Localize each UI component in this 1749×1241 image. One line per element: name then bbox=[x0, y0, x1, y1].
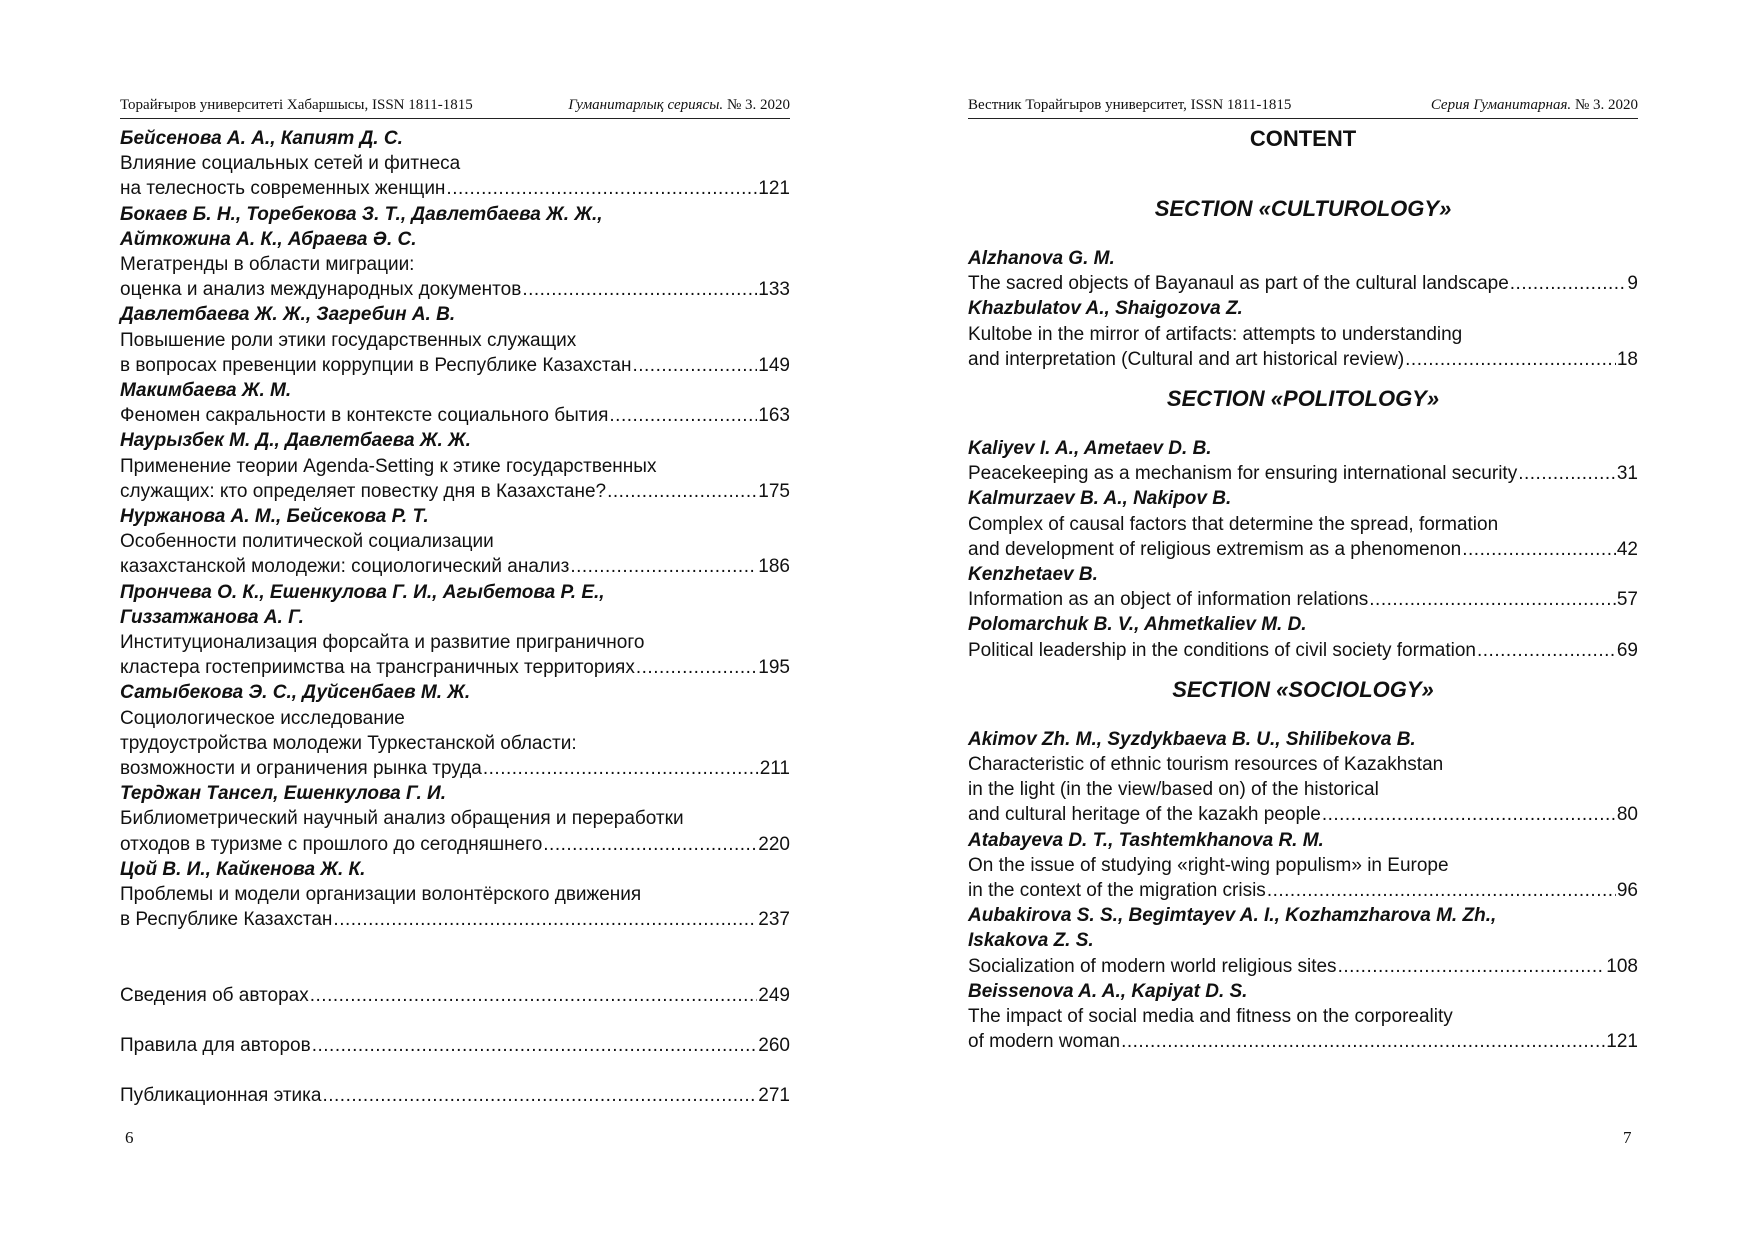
dot-leader bbox=[322, 1083, 757, 1108]
entry-authors: Айткожина А. К., Абраева Ә. С. bbox=[120, 228, 417, 250]
toc-entry[interactable] bbox=[120, 857, 790, 933]
entry-title-line bbox=[968, 1029, 1638, 1054]
toc-entry[interactable] bbox=[968, 562, 1638, 612]
spacer bbox=[968, 372, 1638, 386]
entry-page-number: 186 bbox=[758, 556, 790, 578]
entry-title-line bbox=[968, 461, 1638, 486]
entry-page-number: 220 bbox=[758, 833, 790, 855]
entry-title-line bbox=[120, 277, 790, 302]
entry-authors: Цой В. И., Кайкенова Ж. К. bbox=[120, 858, 366, 880]
entry-title-text: в вопросах превенции коррупции в Республике Казахстан bbox=[120, 354, 632, 376]
entry-title-line bbox=[968, 347, 1638, 372]
issue-number: № 3. 2020 bbox=[726, 97, 790, 113]
entry-authors: Polomarchuk B. V., Ahmetkaliev M. D. bbox=[968, 614, 1307, 636]
entry-authors: Терджан Тансел, Ешенкулова Г. И. bbox=[120, 783, 446, 805]
toc-entry[interactable] bbox=[120, 580, 790, 681]
entry-title-text: Peacekeeping as a mechanism for ensuring international security bbox=[968, 463, 1518, 485]
entry-title-line bbox=[120, 832, 790, 857]
entry-page-number: 211 bbox=[759, 758, 790, 780]
dot-leader bbox=[312, 1033, 758, 1058]
dot-leader bbox=[1510, 271, 1627, 296]
entry-page-number: 69 bbox=[1616, 639, 1638, 661]
journal-name: Торайғыров университеті Хабаршысы, ISSN 1811-1815 bbox=[120, 97, 473, 113]
dot-leader bbox=[1121, 1029, 1605, 1054]
entry-title-text: The sacred objects of Bayanaul as part of the cultural landscape bbox=[968, 273, 1509, 295]
entry-title-line: Социологическое исследование bbox=[120, 707, 405, 729]
entry-title-line bbox=[120, 907, 790, 932]
dot-leader bbox=[632, 353, 757, 378]
entry-title-line: On the issue of studying «right-wing populism» in Europe bbox=[968, 854, 1449, 876]
entry-page-number: 237 bbox=[758, 909, 790, 931]
entry-title-line: The impact of social media and fitness on the corporeality bbox=[968, 1006, 1453, 1028]
back-matter-title: Сведения об авторах bbox=[120, 984, 309, 1006]
entry-title-line bbox=[120, 403, 790, 428]
entry-title-line bbox=[968, 537, 1638, 562]
entry-title-line: Применение теории Agenda-Setting к этике государственных bbox=[120, 455, 657, 477]
dot-leader bbox=[543, 832, 757, 857]
dot-leader bbox=[607, 479, 757, 504]
entry-title-text: and development of religious extremism as a phenomenon bbox=[968, 538, 1462, 560]
entry-title-line: Мегатренды в области миграции: bbox=[120, 254, 415, 276]
entry-title-line: трудоустройства молодежи Туркестанской области: bbox=[120, 732, 577, 754]
entry-title-line bbox=[968, 638, 1638, 663]
entry-page-number: 163 bbox=[758, 405, 790, 427]
left-running-head bbox=[120, 93, 790, 119]
series-info bbox=[568, 97, 790, 114]
section-heading: SECTION «SOCIOLOGY» bbox=[1172, 676, 1434, 702]
dot-leader bbox=[1267, 878, 1616, 903]
toc-entry[interactable] bbox=[120, 428, 790, 504]
left-toc bbox=[120, 126, 790, 1133]
left-page bbox=[120, 0, 790, 1241]
entry-authors: Бокаев Б. Н., Торебекова З. Т., Давлетбаева Ж. Ж., bbox=[120, 203, 603, 225]
entry-authors: Beissenova A. A., Kapiyat D. S. bbox=[968, 980, 1248, 1002]
entry-title-line: Особенности политической социализации bbox=[120, 531, 494, 553]
spacer bbox=[968, 663, 1638, 677]
entry-title-text: Socialization of modern world religious sites bbox=[968, 955, 1337, 977]
entry-authors: Прончева О. К., Ешенкулова Г. И., Агыбетова Р. Е., bbox=[120, 581, 605, 603]
entry-page-number: 96 bbox=[1616, 880, 1638, 902]
entry-title-text: Political leadership in the conditions of civil society formation bbox=[968, 639, 1476, 661]
entry-title-line bbox=[968, 271, 1638, 296]
dot-leader bbox=[1462, 537, 1616, 562]
entry-title-text: казахстанской молодежи: социологический анализ bbox=[120, 556, 570, 578]
entry-authors: Наурызбек М. Д., Давлетбаева Ж. Ж. bbox=[120, 430, 471, 452]
page-number-left: 6 bbox=[125, 1128, 134, 1147]
section-heading: SECTION «POLITOLOGY» bbox=[1166, 386, 1440, 412]
entry-page-number: 149 bbox=[758, 354, 790, 376]
issue-number: № 3. 2020 bbox=[1574, 97, 1638, 113]
dot-leader bbox=[1322, 802, 1616, 827]
series-info bbox=[1431, 97, 1638, 114]
right-toc bbox=[968, 126, 1638, 1054]
entry-title-text: кластера гостеприимства на трансграничных территориях bbox=[120, 657, 635, 679]
toc-entry[interactable] bbox=[120, 126, 790, 202]
entry-title-text: в Республике Казахстан bbox=[120, 909, 333, 931]
entry-page-number: 57 bbox=[1616, 589, 1638, 611]
back-matter-page: 249 bbox=[758, 984, 790, 1006]
entry-authors: Давлетбаева Ж. Ж., Загребин А. В. bbox=[120, 304, 456, 326]
back-matter-title: Публикационная этика bbox=[120, 1084, 322, 1106]
entry-title-line bbox=[968, 587, 1638, 612]
entry-title-text: оценка и анализ международных документов bbox=[120, 279, 522, 301]
entry-authors: Atabayeva D. T., Tashtemkhanova R. M. bbox=[968, 829, 1324, 851]
entry-page-number: 42 bbox=[1616, 538, 1638, 560]
entry-authors: Iskakova Z. S. bbox=[968, 930, 1094, 952]
back-matter-item[interactable] bbox=[120, 1033, 790, 1058]
dot-leader bbox=[1477, 638, 1616, 663]
entry-page-number: 31 bbox=[1616, 463, 1638, 485]
dot-leader bbox=[609, 403, 757, 428]
entry-page-number: 133 bbox=[758, 279, 790, 301]
entry-page-number: 121 bbox=[758, 178, 790, 200]
content-heading: CONTENT bbox=[1249, 126, 1357, 151]
entry-authors: Бейсенова А. А., Капият Д. С. bbox=[120, 128, 403, 149]
entry-title-line bbox=[120, 756, 790, 781]
entry-title-line: in the light (in the view/based on) of the historical bbox=[968, 779, 1379, 801]
entry-title-line: Влияние социальных сетей и фитнеса bbox=[120, 153, 461, 175]
toc-entry[interactable] bbox=[120, 202, 790, 303]
entry-title-line: Complex of causal factors that determine the spread, formation bbox=[968, 513, 1499, 535]
entry-title-text: на телесность современных женщин bbox=[120, 178, 446, 200]
toc-entry[interactable] bbox=[968, 828, 1638, 904]
entry-authors: Гиззатжанова А. Г. bbox=[120, 606, 304, 628]
entry-title-line: Проблемы и модели организации волонтёрского движения bbox=[120, 884, 642, 906]
toc-entry[interactable] bbox=[120, 378, 790, 428]
entry-authors: Kaliyev I. A., Ametaev D. B. bbox=[968, 438, 1212, 460]
toc-section bbox=[968, 436, 1638, 663]
dot-leader bbox=[1405, 347, 1616, 372]
dot-leader bbox=[483, 756, 759, 781]
toc-entry[interactable] bbox=[968, 296, 1638, 372]
entry-page-number: 195 bbox=[758, 657, 790, 679]
toc-entry[interactable] bbox=[968, 246, 1638, 296]
dot-leader bbox=[310, 983, 758, 1008]
back-matter-title: Правила для авторов bbox=[120, 1034, 311, 1056]
dot-leader bbox=[446, 176, 757, 201]
back-matter-item[interactable] bbox=[120, 983, 790, 1008]
entry-authors: Сатыбекова Э. С., Дуйсенбаев М. Ж. bbox=[120, 682, 471, 704]
entry-page-number: 121 bbox=[1606, 1031, 1638, 1053]
toc-entry[interactable] bbox=[968, 903, 1638, 979]
right-page bbox=[968, 0, 1638, 1241]
entry-authors: Aubakirova S. S., Begimtayev A. I., Kozhamzharova M. Zh., bbox=[968, 905, 1497, 927]
entry-title-line: Characteristic of ethnic tourism resources of Kazakhstan bbox=[968, 754, 1444, 776]
toc-entry[interactable] bbox=[120, 504, 790, 580]
page-number-right: 7 bbox=[1623, 1128, 1632, 1147]
entry-title-text: служащих: кто определяет повестку дня в Казахстане? bbox=[120, 480, 607, 502]
entry-title-line: Библиометрический научный анализ обращения и переработки bbox=[120, 808, 684, 830]
back-matter-page: 271 bbox=[758, 1084, 790, 1106]
series-name: Серия Гуманитарная. bbox=[1430, 97, 1572, 113]
entry-title-line bbox=[120, 176, 790, 201]
toc-section bbox=[968, 727, 1638, 1055]
entry-title-line bbox=[968, 802, 1638, 827]
toc-entry[interactable] bbox=[968, 436, 1638, 486]
entry-title-line bbox=[120, 479, 790, 504]
toc-section bbox=[968, 246, 1638, 372]
toc-entry[interactable] bbox=[120, 781, 790, 857]
dot-leader bbox=[1369, 587, 1616, 612]
dot-leader bbox=[570, 554, 757, 579]
toc-entry[interactable] bbox=[968, 486, 1638, 562]
entry-title-line bbox=[120, 655, 790, 680]
entry-title-line bbox=[968, 878, 1638, 903]
entry-title-line: Kultobe in the mirror of artifacts: attempts to understanding bbox=[968, 323, 1463, 345]
entry-title-text: Information as an object of information relations bbox=[968, 589, 1369, 611]
toc-entry[interactable] bbox=[120, 680, 790, 781]
entry-title-line: Институционализация форсайта и развитие приграничного bbox=[120, 632, 645, 654]
journal-name: Вестник Торайгыров университет, ISSN 1811-1815 bbox=[968, 97, 1292, 113]
entry-title-line bbox=[968, 954, 1638, 979]
toc-entry[interactable] bbox=[968, 612, 1638, 662]
dot-leader bbox=[1518, 461, 1616, 486]
entry-title-text: and cultural heritage of the kazakh people bbox=[968, 804, 1321, 826]
toc-entry[interactable] bbox=[120, 302, 790, 378]
entry-authors: Нуржанова А. М., Бейсекова Р. Т. bbox=[120, 506, 429, 528]
spacer bbox=[120, 933, 790, 983]
entry-authors: Kenzhetaev B. bbox=[968, 564, 1098, 586]
back-matter-item[interactable] bbox=[120, 1083, 790, 1108]
toc-entry[interactable] bbox=[968, 727, 1638, 828]
entry-page-number: 9 bbox=[1627, 273, 1638, 295]
entry-page-number: 80 bbox=[1616, 804, 1638, 826]
dot-leader bbox=[522, 277, 757, 302]
section-heading: SECTION «CULTUROLOGY» bbox=[1154, 196, 1452, 221]
entry-authors: Макимбаева Ж. М. bbox=[120, 380, 292, 402]
entry-page-number: 18 bbox=[1616, 348, 1638, 370]
back-matter-page: 260 bbox=[758, 1034, 790, 1056]
dot-leader bbox=[1338, 954, 1606, 979]
entry-authors: Alzhanova G. M. bbox=[968, 248, 1115, 269]
entry-title-text: in the context of the migration crisis bbox=[968, 880, 1266, 902]
entry-title-text: отходов в туризме с прошлого до сегодняшнего bbox=[120, 833, 543, 855]
series-name: Гуманитарлық сериясы. bbox=[568, 97, 724, 113]
entry-title-text: of modern woman bbox=[968, 1031, 1121, 1053]
entry-authors: Akimov Zh. M., Syzdykbaeva B. U., Shilibekova B. bbox=[968, 728, 1416, 750]
entry-page-number: 108 bbox=[1606, 955, 1638, 977]
toc-entry[interactable] bbox=[968, 979, 1638, 1055]
entry-authors: Kalmurzaev B. A., Nakipov B. bbox=[968, 488, 1232, 510]
dot-leader bbox=[333, 907, 757, 932]
entry-title-text: возможности и ограничения рынка труда bbox=[120, 758, 482, 780]
entry-title-line: Повышение роли этики государственных служащих bbox=[120, 329, 577, 351]
entry-title-text: Феномен сакральности в контексте социального бытия bbox=[120, 405, 609, 427]
entry-title-line bbox=[120, 554, 790, 579]
entry-authors: Khazbulatov A., Shaigozova Z. bbox=[968, 298, 1243, 320]
right-running-head bbox=[968, 93, 1638, 119]
entry-title-text: and interpretation (Cultural and art historical review) bbox=[968, 348, 1405, 370]
entry-title-line bbox=[120, 353, 790, 378]
entry-page-number: 175 bbox=[758, 480, 790, 502]
dot-leader bbox=[636, 655, 757, 680]
